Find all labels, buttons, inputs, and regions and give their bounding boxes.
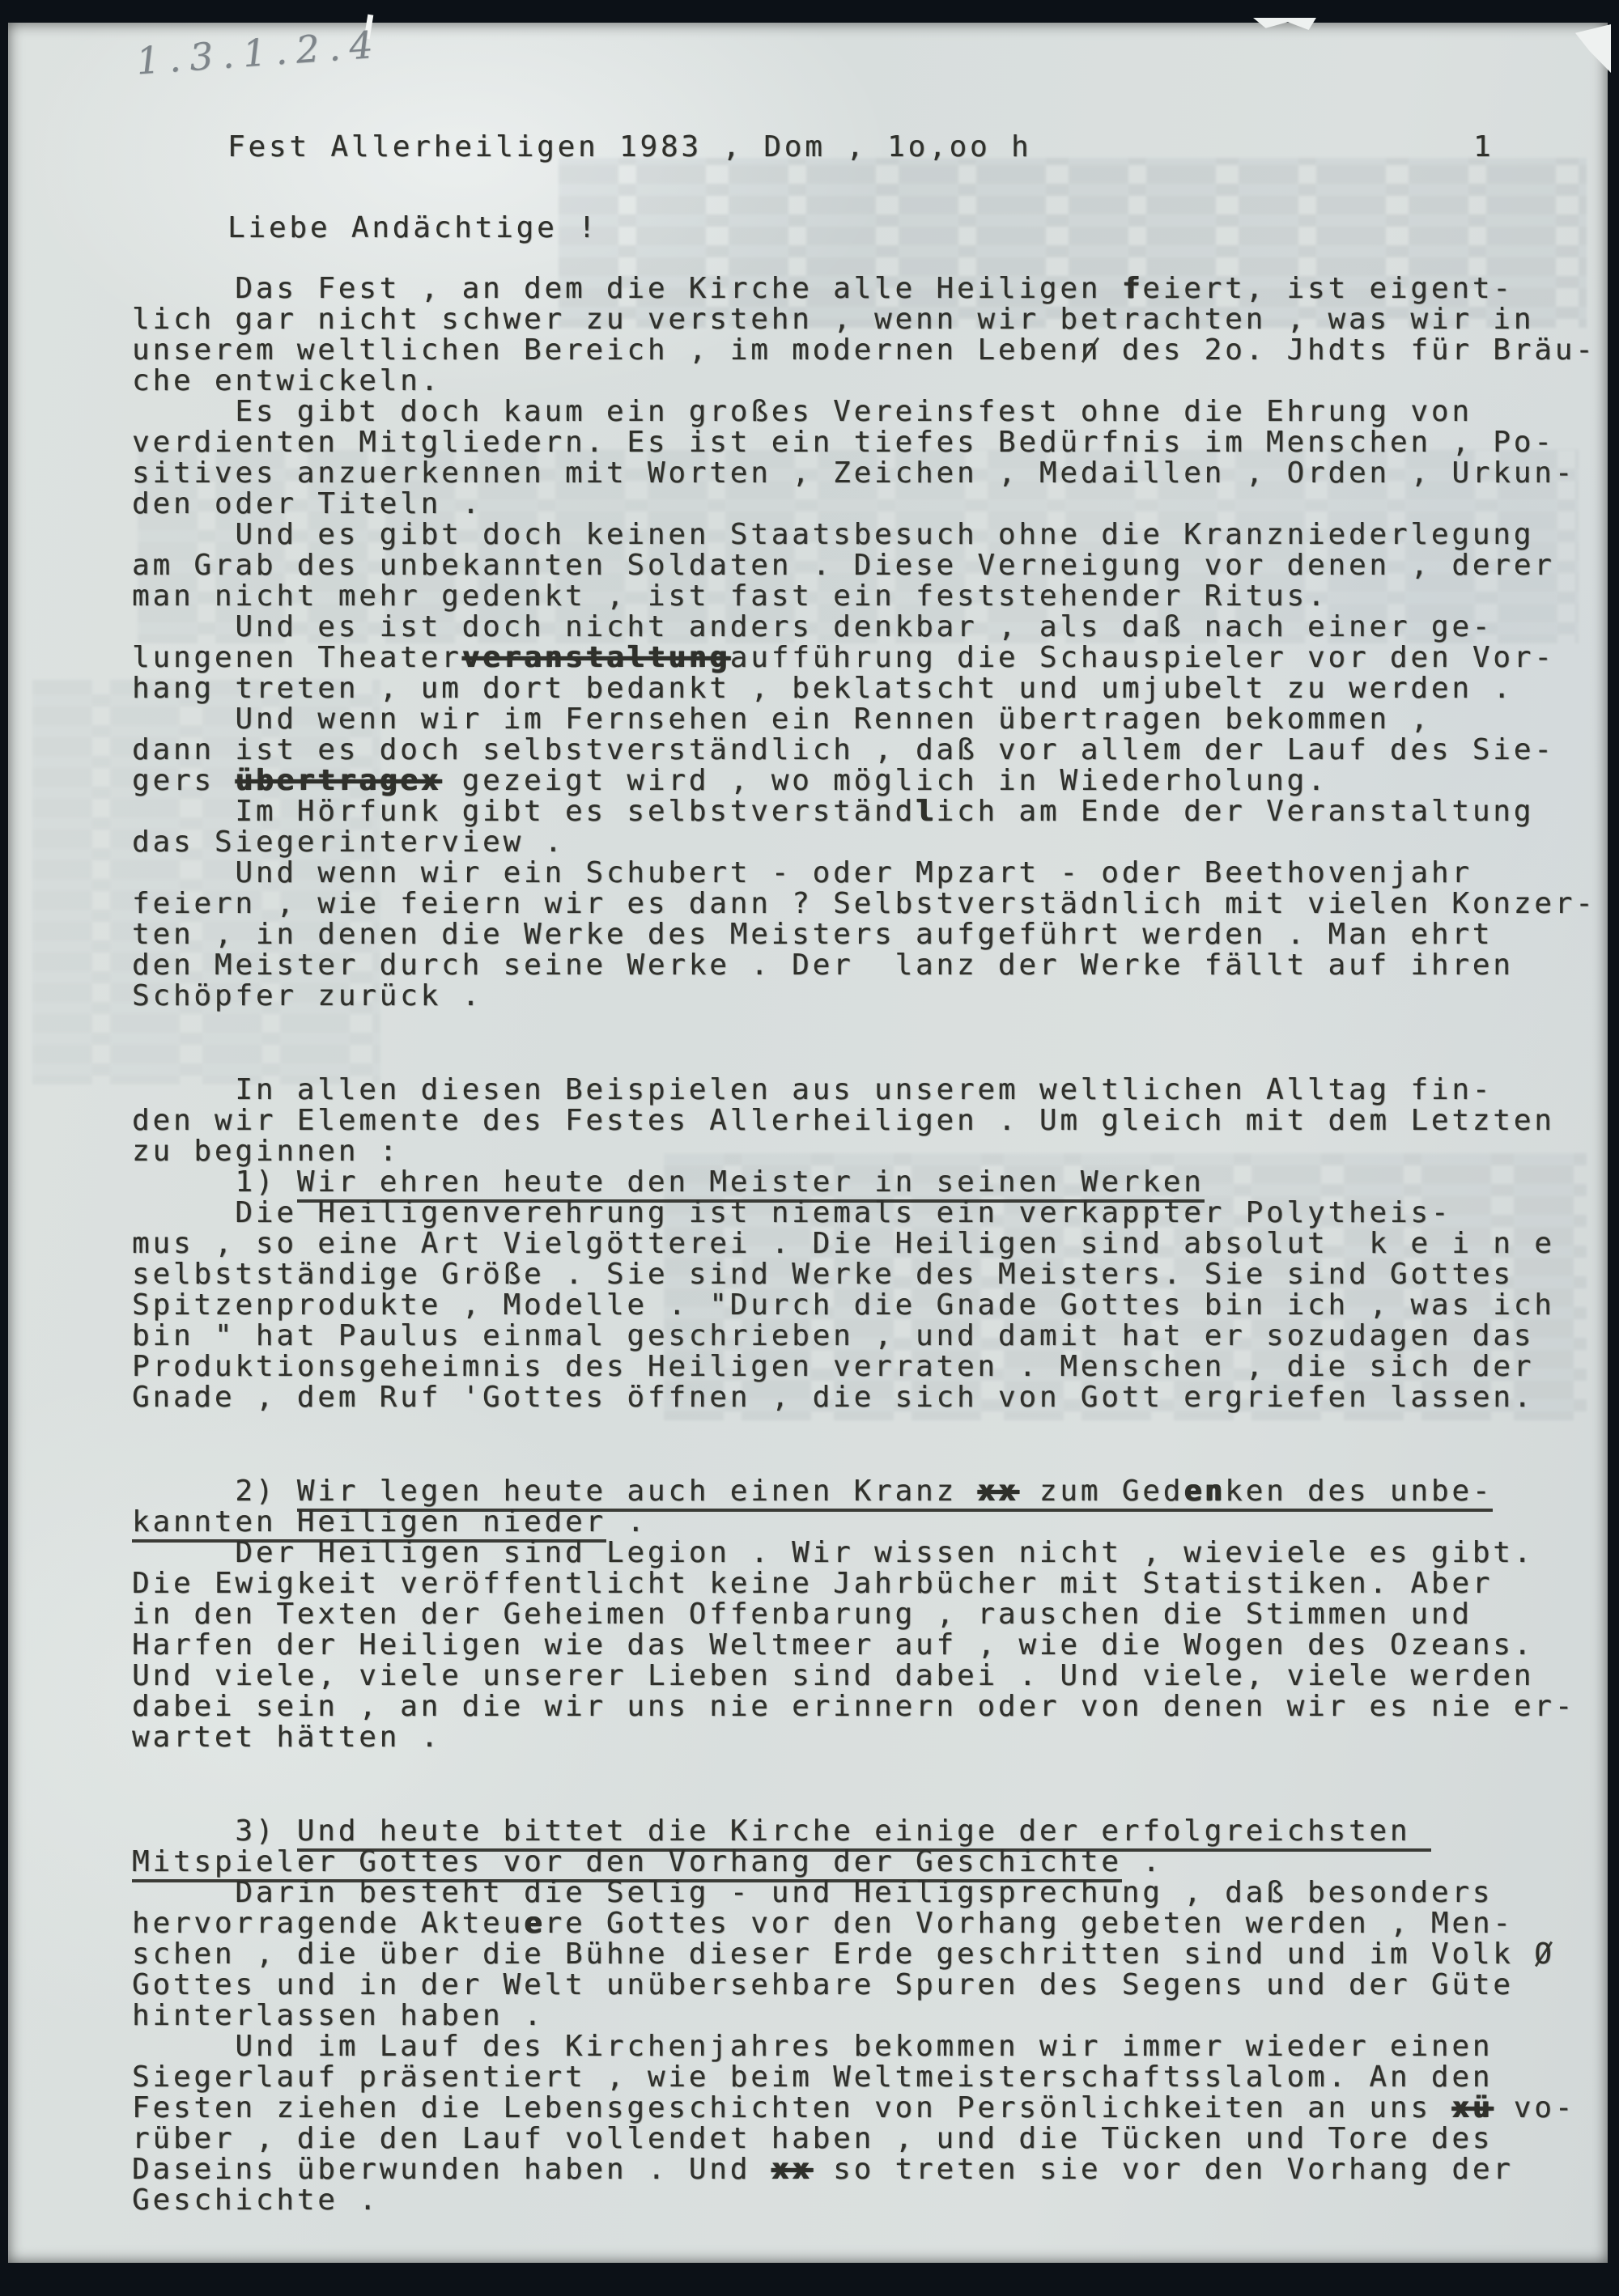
text-run: am Grab des unbekannten Soldaten . Diese Verneigung vor denen , derer bbox=[132, 549, 1555, 582]
text-run: hang treten , um dort bedankt , beklatscht und umjubelt zu werden . bbox=[132, 672, 1514, 705]
document-header: Fest Allerheiligen 1983 , Dom , 1o,oo h bbox=[227, 130, 1032, 163]
text-line bbox=[132, 1075, 1596, 1106]
text-run: in den Texten der Geheimen Offenbarung , rauschen die Stimmen und bbox=[132, 1598, 1472, 1631]
text-line bbox=[132, 2093, 1596, 2124]
text-run: Harfen der Heiligen wie das Weltmeer auf , wie die Wogen des Ozeans. bbox=[132, 1628, 1535, 1662]
text-line bbox=[132, 550, 1596, 581]
text-run: 2) bbox=[132, 1475, 297, 1508]
slashed-character: n bbox=[1080, 333, 1102, 367]
overstruck-character: f bbox=[1121, 272, 1143, 305]
text-run: . bbox=[1121, 1845, 1163, 1878]
text-run: Und im Lauf des Kirchenjahres bekommen wir immer wieder einen bbox=[132, 2030, 1494, 2063]
text-run: Gottes und in der Welt unübersehbare Spuren des Segens und der Güte bbox=[132, 1968, 1514, 2001]
text-line bbox=[132, 612, 1596, 643]
text-run: feiern , wie feiern wir es dann ? Selbstverstädnlich mit vielen Konzer- bbox=[132, 887, 1596, 920]
text-line bbox=[132, 489, 1596, 520]
text-run: hinterlassen haben . bbox=[132, 1999, 545, 2032]
text-line bbox=[132, 520, 1596, 550]
text-line bbox=[132, 1198, 1596, 1229]
text-line bbox=[132, 1352, 1596, 1382]
text-run: mus , so eine Art Vielgötterei . Die Heiligen sind absolut k e i n e bbox=[132, 1227, 1555, 1260]
text-run: Im Hörfunk gibt es selbstverständ bbox=[132, 795, 916, 828]
text-line bbox=[132, 643, 1596, 673]
struck-text-run: xx bbox=[771, 2153, 813, 2186]
text-line bbox=[132, 1661, 1596, 1691]
text-line bbox=[132, 796, 1596, 827]
text-run: eiert, ist eigent- bbox=[1142, 272, 1514, 305]
text-line bbox=[132, 827, 1596, 858]
text-run: Es gibt doch kaum ein großes Vereinsfest ohne die Ehrung von bbox=[132, 395, 1472, 428]
overstruck-character: l bbox=[916, 795, 937, 828]
text-line bbox=[132, 1816, 1596, 1847]
text-line bbox=[132, 1106, 1596, 1136]
text-run: hervorragende Akteu bbox=[132, 1907, 525, 1940]
text-line bbox=[132, 735, 1596, 766]
text-run: Und wenn wir ein Schubert - oder Mpzart - oder Beethovenjahr bbox=[132, 856, 1472, 889]
text-run: Festen ziehen die Lebensgeschichten von Persönlichkeiten an uns bbox=[132, 2091, 1452, 2124]
text-run: lich gar nicht schwer zu verstehn , wenn wir betrachten , was wir in bbox=[132, 303, 1535, 336]
text-line bbox=[132, 1630, 1596, 1661]
text-run: Geschichte . bbox=[132, 2184, 380, 2217]
text-run: rüber , die den Lauf vollendet haben , und die Tücken und Tore des bbox=[132, 2122, 1494, 2155]
underlined-text-run: zum Ged bbox=[1018, 1475, 1183, 1512]
struck-text-run: xü bbox=[1451, 2091, 1494, 2124]
text-run: dabei sein , an die wir uns nie erinnern oder von denen wir es nie er- bbox=[132, 1690, 1576, 1723]
paragraph-gap bbox=[132, 1753, 1596, 1816]
text-run: des 2o. Jhdts für Bräu- bbox=[1101, 333, 1596, 367]
text-run: Das Fest , an dem die Kirche alle Heiligen bbox=[132, 272, 1122, 305]
text-run: Und wenn wir im Fernsehen ein Rennen übertragen bekommen , bbox=[132, 702, 1431, 736]
text-run: unserem weltlichen Bereich , im modernen Leben bbox=[132, 333, 1081, 367]
text-run: Die Ewigkeit veröffentlicht keine Jahrbücher mit Statistiken. Aber bbox=[132, 1567, 1494, 1600]
text-line bbox=[132, 1970, 1596, 2001]
text-line bbox=[132, 304, 1596, 335]
paragraph-gap bbox=[132, 1012, 1596, 1075]
text-run: Und viele, viele unserer Lieben sind dabei . Und viele, viele werden bbox=[132, 1659, 1535, 1692]
text-line bbox=[132, 981, 1596, 1012]
text-line bbox=[132, 889, 1596, 919]
text-run: 1) bbox=[132, 1165, 297, 1199]
text-line bbox=[132, 1939, 1596, 1970]
text-run: sitives anzuerkennen mit Worten , Zeichen , Medaillen , Orden , Urkun- bbox=[132, 456, 1576, 490]
text-run: Gnade , dem Ruf 'Gottes öffnen , die sich von Gott ergriefen lassen. bbox=[132, 1381, 1535, 1414]
text-line bbox=[132, 919, 1596, 950]
text-line bbox=[132, 1290, 1596, 1321]
paragraph-gap bbox=[132, 1413, 1596, 1476]
text-line bbox=[132, 1908, 1596, 1939]
handwritten-annotation: 1.3.1.2.4 bbox=[134, 22, 384, 83]
text-line bbox=[132, 1476, 1596, 1507]
text-line bbox=[132, 1538, 1596, 1568]
text-line bbox=[132, 427, 1596, 458]
text-run: che entwickeln. bbox=[132, 364, 442, 397]
text-run: zu beginnen : bbox=[132, 1135, 401, 1168]
text-run: Darin besteht die Selig - und Heiligsprechung , daß besonders bbox=[132, 1876, 1494, 1909]
text-run: Produktionsgeheimnis des Heiligen verraten . Menschen , die sich der bbox=[132, 1350, 1535, 1383]
text-run: gezeigt wird , wo möglich in Wiederholung. bbox=[441, 764, 1328, 797]
text-run: den oder Titeln . bbox=[132, 487, 483, 520]
underlined-text-run: Und heute bittet die Kirche einige der erfolgreichsten bbox=[297, 1814, 1431, 1852]
struck-text-run: xx bbox=[977, 1475, 1018, 1512]
text-run: das Siegerinterview . bbox=[132, 825, 565, 859]
text-run: man nicht mehr gedenkt , ist fast ein feststehender Ritus. bbox=[132, 579, 1328, 613]
text-line bbox=[132, 1382, 1596, 1413]
text-run: lungenen Theater bbox=[132, 641, 462, 674]
text-run: Siegerlauf präsentiert , wie beim Weltmeisterschaftsslalom. An den bbox=[132, 2060, 1494, 2094]
underlined-text-run: ken des unbe- bbox=[1225, 1475, 1493, 1512]
text-run: den Meister durch seine Werke . Der lanz der Werke fällt auf ihren bbox=[132, 949, 1514, 982]
underlined-text-run: Wir legen heute auch einen Kranz bbox=[297, 1475, 978, 1512]
text-line bbox=[132, 366, 1596, 397]
text-run: bin " hat Paulus einmal geschrieben , und damit hat er sozudagen das bbox=[132, 1319, 1535, 1352]
text-run: Schöpfer zurück . bbox=[132, 979, 483, 1012]
text-line bbox=[132, 458, 1596, 489]
text-line bbox=[132, 2185, 1596, 2216]
text-line bbox=[132, 581, 1596, 612]
underlined-text-run: en bbox=[1183, 1475, 1225, 1512]
text-run: Spitzenprodukte , Modelle . "Durch die Gnade Gottes bin ich , was ich bbox=[132, 1288, 1555, 1322]
underlined-text-run: kannten Heiligen nieder bbox=[132, 1505, 606, 1543]
text-line bbox=[132, 2154, 1596, 2185]
overstruck-character: e bbox=[524, 1907, 545, 1940]
text-run: den wir Elemente des Festes Allerheiligen . Um gleich mit dem Letzten bbox=[132, 1104, 1555, 1137]
text-run: schen , die über die Bühne dieser Erde geschritten sind und im Volk bbox=[132, 1937, 1535, 1971]
text-line bbox=[132, 274, 1596, 304]
text-line bbox=[132, 1259, 1596, 1290]
page-number: 1 bbox=[1473, 130, 1494, 163]
text-run: dann ist es doch selbstverständlich , daß vor allem der Lauf des Sie- bbox=[132, 733, 1555, 766]
text-line bbox=[132, 2062, 1596, 2093]
text-run: Und es ist doch nicht anders denkbar , als daß nach einer ge- bbox=[132, 610, 1494, 643]
text-run: aufführung die Schauspieler vor den Vor- bbox=[729, 641, 1555, 674]
text-line bbox=[132, 1136, 1596, 1167]
text-run: ich am Ende der Veranstaltung bbox=[936, 795, 1535, 828]
text-run: Die Heiligenverehrung ist niemals ein verkappter Polytheis- bbox=[132, 1196, 1452, 1229]
document-body bbox=[132, 274, 1596, 2216]
text-run: wartet hätten . bbox=[132, 1721, 442, 1754]
underlined-text-run: Mitspieler Gottes vor den Vorhang der Geschichte bbox=[132, 1845, 1122, 1882]
text-line bbox=[132, 2031, 1596, 2062]
text-line bbox=[132, 766, 1596, 796]
text-line bbox=[132, 1229, 1596, 1259]
text-line bbox=[132, 1878, 1596, 1908]
text-line bbox=[132, 335, 1596, 366]
text-line bbox=[132, 704, 1596, 735]
salutation: Liebe Andächtige ! bbox=[227, 211, 599, 244]
text-line bbox=[132, 1691, 1596, 1722]
struck-text-run: übertragex bbox=[235, 764, 442, 797]
text-line bbox=[132, 1568, 1596, 1599]
text-line bbox=[132, 1167, 1596, 1198]
text-line bbox=[132, 2124, 1596, 2154]
underlined-text-run: Wir ehren heute den Meister in seinen Werken bbox=[297, 1165, 1205, 1203]
text-run: 3) bbox=[132, 1814, 297, 1848]
text-line bbox=[132, 673, 1596, 704]
text-run: selbstständige Größe . Sie sind Werke des Meisters. Sie sind Gottes bbox=[132, 1258, 1514, 1291]
text-line bbox=[132, 1722, 1596, 1753]
struck-text-run: veranstaltung bbox=[461, 641, 730, 674]
text-run: verdienten Mitgliedern. Es ist ein tiefes Bedürfnis im Menschen , Po- bbox=[132, 426, 1555, 459]
text-line bbox=[132, 1321, 1596, 1352]
text-run: gers bbox=[132, 764, 236, 797]
text-run: so treten sie vor den Vorhang der bbox=[812, 2153, 1514, 2186]
text-run: Und es gibt doch keinen Staatsbesuch ohne die Kranzniederlegung bbox=[132, 518, 1535, 551]
text-line bbox=[132, 950, 1596, 981]
text-run: vo- bbox=[1493, 2091, 1576, 2124]
text-line bbox=[132, 1599, 1596, 1630]
text-run: In allen diesen Beispielen aus unserem weltlichen Alltag fin- bbox=[132, 1073, 1494, 1106]
text-run: ten , in denen die Werke des Meisters aufgeführt werden . Man ehrt bbox=[132, 918, 1494, 951]
slashed-character: O bbox=[1534, 1937, 1555, 1971]
text-run: Der Heiligen sind Legion . Wir wissen nicht , wieviele es gibt. bbox=[132, 1536, 1535, 1569]
text-run: re Gottes vor den Vorhang gebeten werden , Men- bbox=[544, 1907, 1514, 1940]
text-line bbox=[132, 858, 1596, 889]
text-run: . bbox=[606, 1505, 648, 1538]
text-run: Daseins überwunden haben . Und bbox=[132, 2153, 771, 2186]
text-line bbox=[132, 2001, 1596, 2031]
text-line bbox=[132, 397, 1596, 427]
